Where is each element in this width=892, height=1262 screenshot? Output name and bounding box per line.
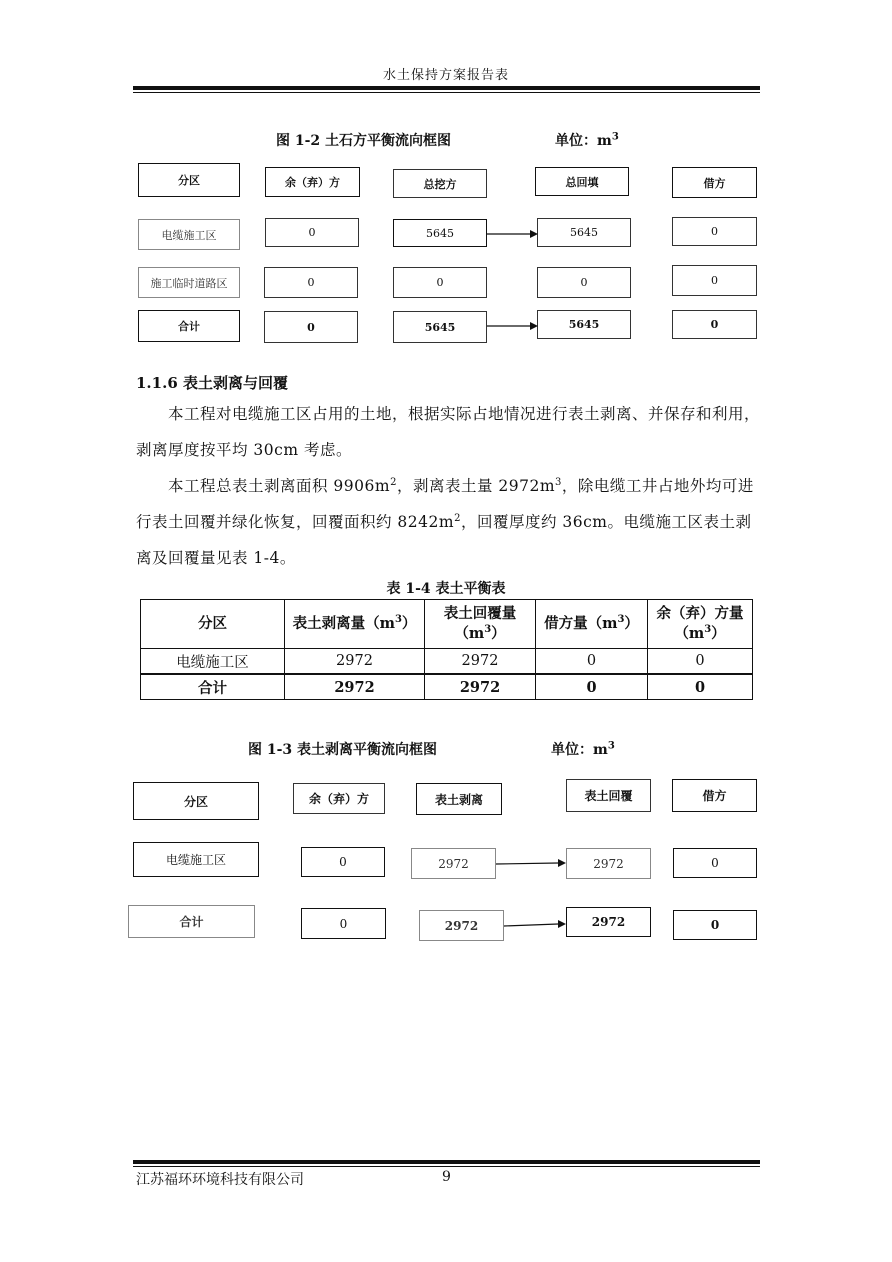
fig12-total-zone: 合计 bbox=[138, 310, 240, 342]
fig12-row1-borrow: 0 bbox=[672, 217, 757, 246]
table-cell: 0 bbox=[536, 674, 648, 700]
fig12-row1-fill: 5645 bbox=[537, 218, 631, 247]
fig13-row1-zone: 电缆施工区 bbox=[133, 842, 259, 877]
header-rule-thin bbox=[133, 92, 760, 93]
figure-1-2-unit: 单位：$m^3$ bbox=[555, 131, 619, 149]
th-covering: 表土回覆量 $(m^3)$ bbox=[425, 600, 536, 649]
fig12-total-excavation: 5645 bbox=[393, 311, 487, 343]
table-header-row bbox=[141, 600, 753, 649]
fig12-total-arrow bbox=[486, 317, 540, 337]
footer-company: 江苏福环环境科技有限公司 bbox=[136, 1172, 304, 1188]
page-number: 9 bbox=[442, 1169, 451, 1185]
table-cell: 2972 bbox=[285, 674, 425, 700]
footer-rule-thin bbox=[133, 1166, 760, 1167]
fig12-row1-surplus: 0 bbox=[265, 218, 359, 247]
th-surplus: 余（弃）方量 $(m^3)$ bbox=[648, 600, 753, 649]
section-body bbox=[136, 396, 760, 576]
fig12-header-excavation: 总挖方 bbox=[393, 169, 487, 198]
table-total-row bbox=[141, 674, 753, 700]
fig12-row2-fill: 0 bbox=[537, 267, 631, 298]
fig13-total-zone: 合计 bbox=[128, 905, 255, 938]
table-row bbox=[141, 649, 753, 675]
fig13-total-cover: 2972 bbox=[566, 907, 651, 937]
fig13-row1-borrow: 0 bbox=[673, 848, 757, 878]
fig12-header-borrow: 借方 bbox=[672, 167, 757, 198]
figure-1-3-title: 图 1-3 表土剥离平衡流向框图 bbox=[248, 742, 438, 758]
table-cell: 2972 bbox=[285, 649, 425, 675]
fig12-row2-zone: 施工临时道路区 bbox=[138, 267, 240, 298]
topsoil-balance-table bbox=[140, 599, 753, 700]
table-cell: 电缆施工区 bbox=[141, 649, 285, 675]
section-heading: 1.1.6 表土剥离与回覆 bbox=[136, 374, 288, 392]
fig12-row2-borrow: 0 bbox=[672, 265, 757, 296]
header-rule-thick bbox=[133, 86, 760, 90]
th-zone: 分区 bbox=[141, 600, 285, 649]
fig13-row1-surplus: 0 bbox=[301, 847, 385, 877]
table-cell: 0 bbox=[648, 649, 753, 675]
page-header-title: 水土保持方案报告表 bbox=[382, 68, 509, 83]
table-cell: 2972 bbox=[425, 674, 536, 700]
fig12-total-surplus: 0 bbox=[264, 311, 358, 343]
table-cell: 2972 bbox=[425, 649, 536, 675]
table-cell: 0 bbox=[648, 674, 753, 700]
fig12-header-zone: 分区 bbox=[138, 163, 240, 197]
fig12-row1-excavation: 5645 bbox=[393, 219, 487, 247]
fig12-row1-arrow bbox=[486, 225, 540, 245]
fig12-total-borrow: 0 bbox=[672, 310, 757, 339]
fig13-total-strip: 2972 bbox=[419, 910, 504, 941]
fig12-row1-zone: 电缆施工区 bbox=[138, 219, 240, 250]
fig13-total-arrow bbox=[503, 915, 570, 935]
th-stripping: 表土剥离量$(m^3)$ bbox=[285, 600, 425, 649]
fig12-row2-excavation: 0 bbox=[393, 267, 487, 298]
fig13-row1-arrow bbox=[495, 854, 570, 874]
fig13-header-zone: 分区 bbox=[133, 782, 259, 820]
figure-1-3-unit: 单位：$m^3$ bbox=[551, 740, 615, 758]
fig13-header-cover: 表土回覆 bbox=[566, 779, 651, 812]
figure-1-2-title: 图 1-2 土石方平衡流向框图 bbox=[276, 133, 452, 149]
fig12-header-surplus: 余（弃）方 bbox=[265, 167, 360, 197]
footer-rule-thick bbox=[133, 1160, 760, 1164]
fig13-row1-strip: 2972 bbox=[411, 848, 496, 879]
fig13-header-surplus: 余（弃）方 bbox=[293, 783, 385, 814]
table-1-4-caption: 表 1-4 表土平衡表 bbox=[386, 581, 506, 597]
fig12-total-fill: 5645 bbox=[537, 310, 631, 339]
table-cell: 0 bbox=[536, 649, 648, 675]
fig12-header-fill: 总回填 bbox=[535, 167, 629, 196]
fig12-row2-surplus: 0 bbox=[264, 267, 358, 298]
fig13-total-borrow: 0 bbox=[673, 910, 757, 940]
table-cell: 合计 bbox=[141, 674, 285, 700]
fig13-header-borrow: 借方 bbox=[672, 779, 757, 812]
paragraph-2: 本工程总表土剥离面积 $9906m^2$，剥离表土量 $2972m^3$，除电缆工井占地外均可进行表土回覆并绿化恢复，回覆面积约 $8242m^2$，回覆厚度约 36cm。电缆施工区表土剥离及回覆量见表 1-4。 bbox=[136, 476, 754, 567]
th-borrow: 借方量$(m^3)$ bbox=[536, 600, 648, 649]
fig13-header-strip: 表土剥离 bbox=[416, 783, 502, 815]
fig13-total-surplus: 0 bbox=[301, 908, 386, 939]
paragraph-1: 本工程对电缆施工区占用的土地，根据实际占地情况进行表土剥离、并保存和利用，剥离厚度按平均 30cm 考虑。 bbox=[136, 405, 761, 459]
fig13-row1-cover: 2972 bbox=[566, 848, 651, 879]
